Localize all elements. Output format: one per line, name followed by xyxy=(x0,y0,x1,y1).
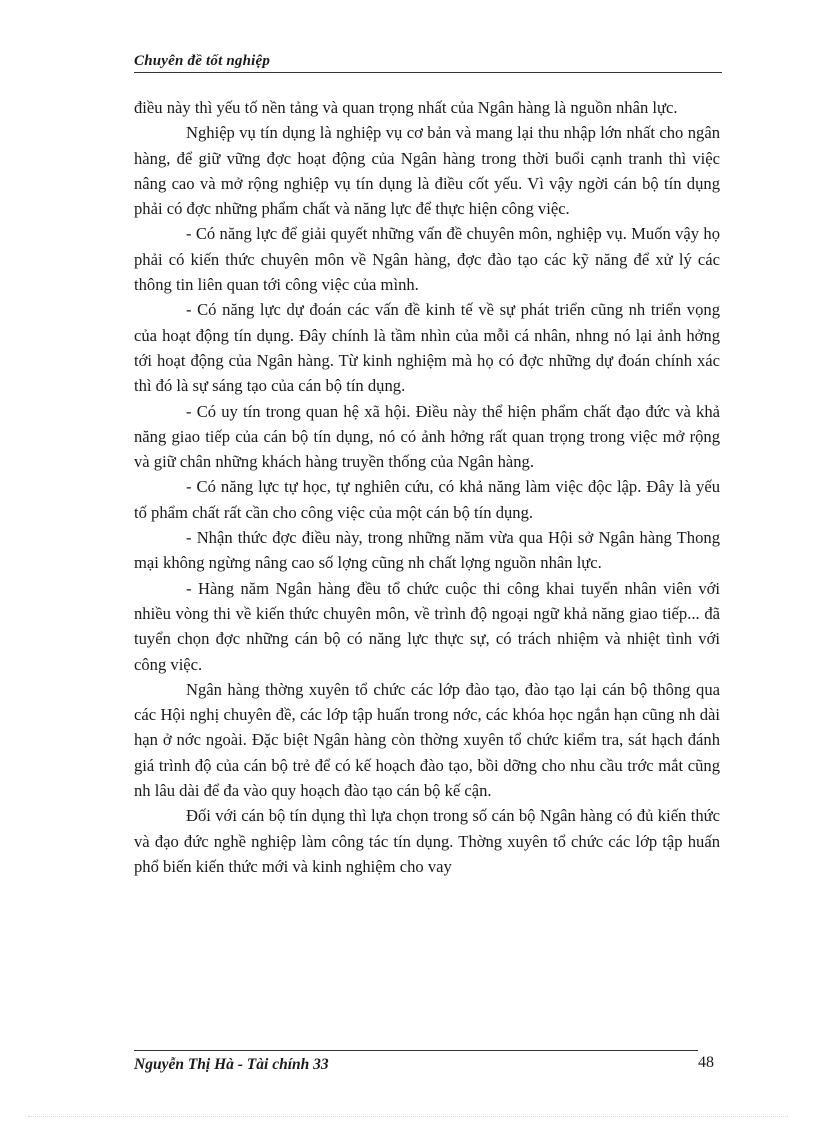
paragraph: Đối với cán bộ tín dụng thì lựa chọn trong số cán bộ Ngân hàng có đủ kiến thức và đạo đức nghề nghiệp làm công tác tín dụng. Thờng xuyên tổ chức các lớp tập huấn phổ biến kiến thức mới và kinh nghiệm cho vay xyxy=(134,806,720,876)
document-body xyxy=(134,95,720,879)
paragraph: - Có năng lực để giải quyết những vấn đề chuyên môn, nghiệp vụ. Muốn vậy họ phải có kiến thức chuyên môn về Ngân hàng, đợc đào tạo các kỹ năng để xử lý các thông tin liên quan tới công việc của mình. xyxy=(134,224,720,295)
page-header xyxy=(134,50,722,73)
paragraph: - Có uy tín trong quan hệ xã hội. Điều này thể hiện phẩm chất đạo đức và khả năng giao tiếp của cán bộ tín dụng, nó có ảnh hởng rất quan trọng trong việc mở rộng và giữ chân những khách hàng truyền thống của Ngân hàng. xyxy=(134,401,720,472)
footer-author: Nguyễn Thị Hà - Tài chính 33 xyxy=(134,1056,329,1073)
page-edge-divider xyxy=(28,1116,788,1117)
paragraph: - Nhận thức đợc điều này, trong những năm vừa qua Hội sở Ngân hàng Thong mại không ngừng nâng cao số lợng cũng nh chất lợng nguồn nhân lực. xyxy=(134,528,720,573)
paragraph: Ngân hàng thờng xuyên tổ chức các lớp đào tạo, đào tạo lại cán bộ thông qua các Hội nghị chuyên đề, các lớp tập huấn trong nớc, các khóa học ngắn hạn cũng nh dài hạn ở nớc ngoài. Đặc biệt Ngân hàng còn thờng xuyên tổ chức kiểm tra, sát hạch đánh giá trình độ của cán bộ trẻ để có kế hoạch đào tạo, bồi dỡng cho nhu cầu trớc mắt cũng nh lâu dài để đa vào quy hoạch đào tạo cán bộ kế cận. xyxy=(134,679,720,801)
paragraph: Nghiệp vụ tín dụng là nghiệp vụ cơ bản và mang lại thu nhập lớn nhất cho ngân hàng, để giữ vững đợc hoạt động của Ngân hàng trong thời buổi cạnh tranh thì việc nâng cao và mở rộng nghiệp vụ tín dụng là điều cốt yếu. Vì vậy ngời cán bộ tín dụng phải có đợc những phẩm chất và năng lực để thực hiện công việc. xyxy=(134,123,720,219)
paragraph: điều này thì yếu tố nền tảng và quan trọng nhất của Ngân hàng là nguồn nhân lực. xyxy=(134,98,678,117)
paragraph: - Có năng lực dự đoán các vấn đề kinh tế về sự phát triển cũng nh triển vọng của hoạt động tín dụng. Đây chính là tầm nhìn của mỗi cá nhân, nhng nó lại ảnh hởng tới hoạt động của Ngân hàng. Từ kinh nghiệm mà họ có đợc những dự đoán chính xác thì đó là sự sáng tạo của cán bộ tín dụng. xyxy=(134,300,720,396)
paragraph: - Có năng lực tự học, tự nghiên cứu, có khả năng làm việc độc lập. Đây là yếu tố phẩm chất rất cần cho công việc của một cán bộ tín dụng. xyxy=(134,477,720,522)
footer-divider xyxy=(134,1050,698,1051)
header-title: Chuyên đề tốt nghiệp xyxy=(134,53,271,69)
paragraph: - Hàng năm Ngân hàng đều tổ chức cuộc thi công khai tuyển nhân viên với nhiều vòng thi về kiến thức chuyên môn, về trình độ ngoại ngữ khả năng giao tiếp... đã tuyển chọn đợc những cán bộ có năng lực thực sự, có trách nhiệm và nhiệt tình với công việc. xyxy=(134,578,720,674)
page-number: 48 xyxy=(698,1054,714,1071)
